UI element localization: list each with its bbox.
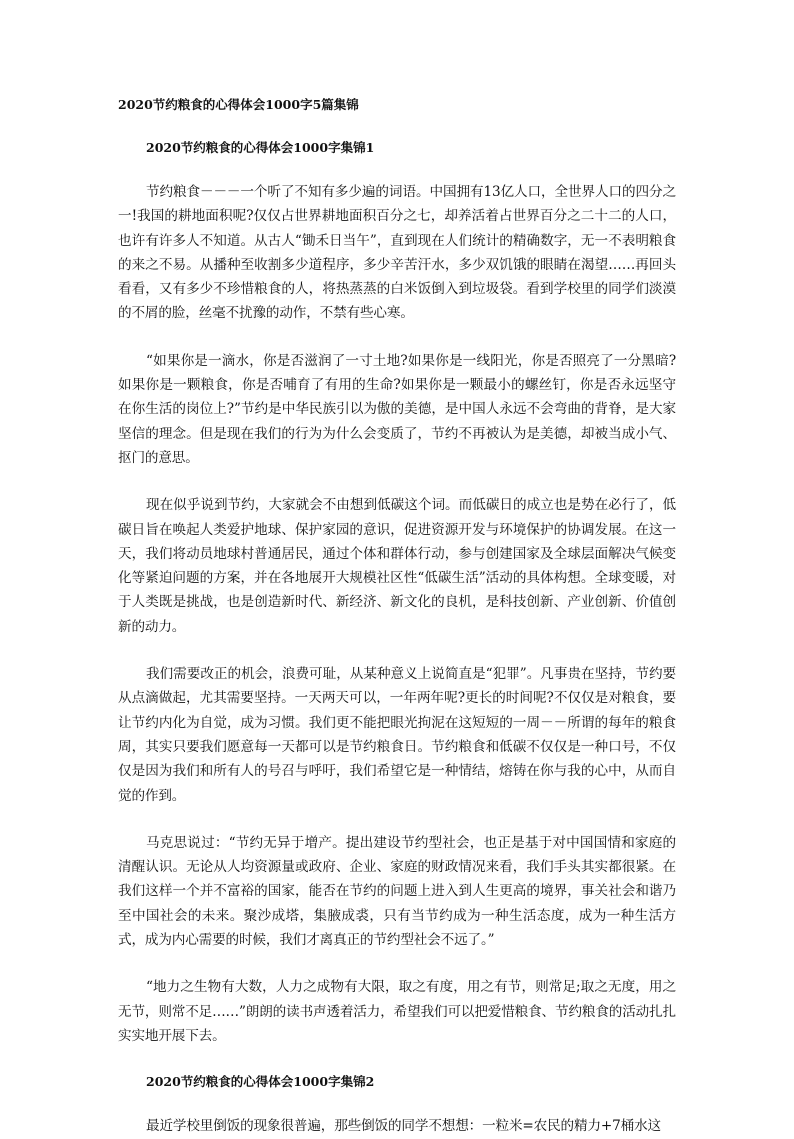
paragraph: 最近学校里倒饭的现象很普遍，那些倒饭的同学不想想：一粒米=农民的精力+7桶水这 <box>146 1118 661 1135</box>
section-heading-1: 2020节约粮食的心得体会1000字集锦1 <box>146 140 375 155</box>
document-title: 2020节约粮食的心得体会1000字5篇集锦 <box>118 97 359 112</box>
paragraph: 我们需要改正的机会，浪费可耻，从某种意义上说简直是“犯罪”。凡事贵在坚持，节约要从点滴做起，尤其需要坚持。一天两天可以，一年两年呢?更长的时间呢?不仅仅是对粮食，要让节约内化为自觉，成为习惯。我们更不能把眼光拘泥在这短短的一周－－所谓的每年的粮食周，其实只要我们愿意每一天都可以是节约粮食日。节约粮食和低碳不仅仅是一种口号，不仅仅是因为我们和所有人的号召与呼吁，我们希望它是一种情结，熔铸在你与我的心中，从而自觉的作到。 <box>118 666 676 804</box>
paragraph: 马克思说过：“节约无异于增产。提出建设节约型社会，也正是基于对中国国情和家庭的清醒认识。无论从人均资源量或政府、企业、家庭的财政情况来看，我们手头其实都很紧。在我们这样一个并不富裕的国家，能否在节约的问题上进入到人生更高的境界，事关社会和谐乃至中国社会的未来。聚沙成塔，集腋成裘，只有当节约成为一种生活态度，成为一种生活方式，成为内心需要的时候，我们才离真正的节约型社会不远了。” <box>118 834 676 949</box>
paragraph: “如果你是一滴水，你是否滋润了一寸土地?如果你是一线阳光，你是否照亮了一分黑暗?如果你是一颗粮食，你是否哺育了有用的生命?如果你是一颗最小的螺丝钉，你是否永远坚守在你生活的岗位上?”节约是中华民族引以为傲的美德，是中国人永远不会弯曲的背脊，是大家坚信的理念。但是现在我们的行为为什么会变质了，节约不再被认为是美德，却被当成小气、抠门的意思。 <box>118 352 676 466</box>
section-heading-2: 2020节约粮食的心得体会1000字集锦2 <box>146 1074 375 1090</box>
paragraph: 节约粮食－－－一个听了不知有多少遍的词语。中国拥有13亿人口，全世界人口的四分之一!我国的耕地面积呢?仅仅占世界耕地面积百分之七，却养活着占世界百分之二十二的人口，也许有许多人不知道。从古人“锄禾日当午”，直到现在人们统计的精确数字，无一不表明粮食的来之不易。从播种至收割多少道程序，多少辛苦汗水，多少双饥饿的眼睛在渴望……再回头看看，又有多少不珍惜粮食的人，将热蒸蒸的白米饭倒入到垃圾袋。看到学校里的同学们淡漠的不屑的脸，丝毫不扰豫的动作，不禁有些心寒。 <box>118 184 676 322</box>
paragraph: 现在似乎说到节约，大家就会不由想到低碳这个词。而低碳日的成立也是势在必行了，低碳日旨在唤起人类爱护地球、保护家园的意识，促进资源开发与环境保护的协调发展。在这一天，我们将动员地球村普通居民，通过个体和群体行动，参与创建国家及全球层面解决气候变化等紧迫问题的方案，并在各地展开大规模社区性“低碳生活”活动的具体构想。全球变暖，对于人类既是挑战，也是创造新时代、新经济、新文化的良机，是科技创新、产业创新、价值创新的动力。 <box>118 497 676 635</box>
paragraph: “地力之生物有大数，人力之成物有大限，取之有度，用之有节，则常足;取之无度，用之无节，则常不足……”朗朗的读书声透着活力，希望我们可以把爱惜粮食、节约粮食的活动扎扎实实地开展下去。 <box>118 979 676 1044</box>
document-body <box>118 94 676 1139</box>
